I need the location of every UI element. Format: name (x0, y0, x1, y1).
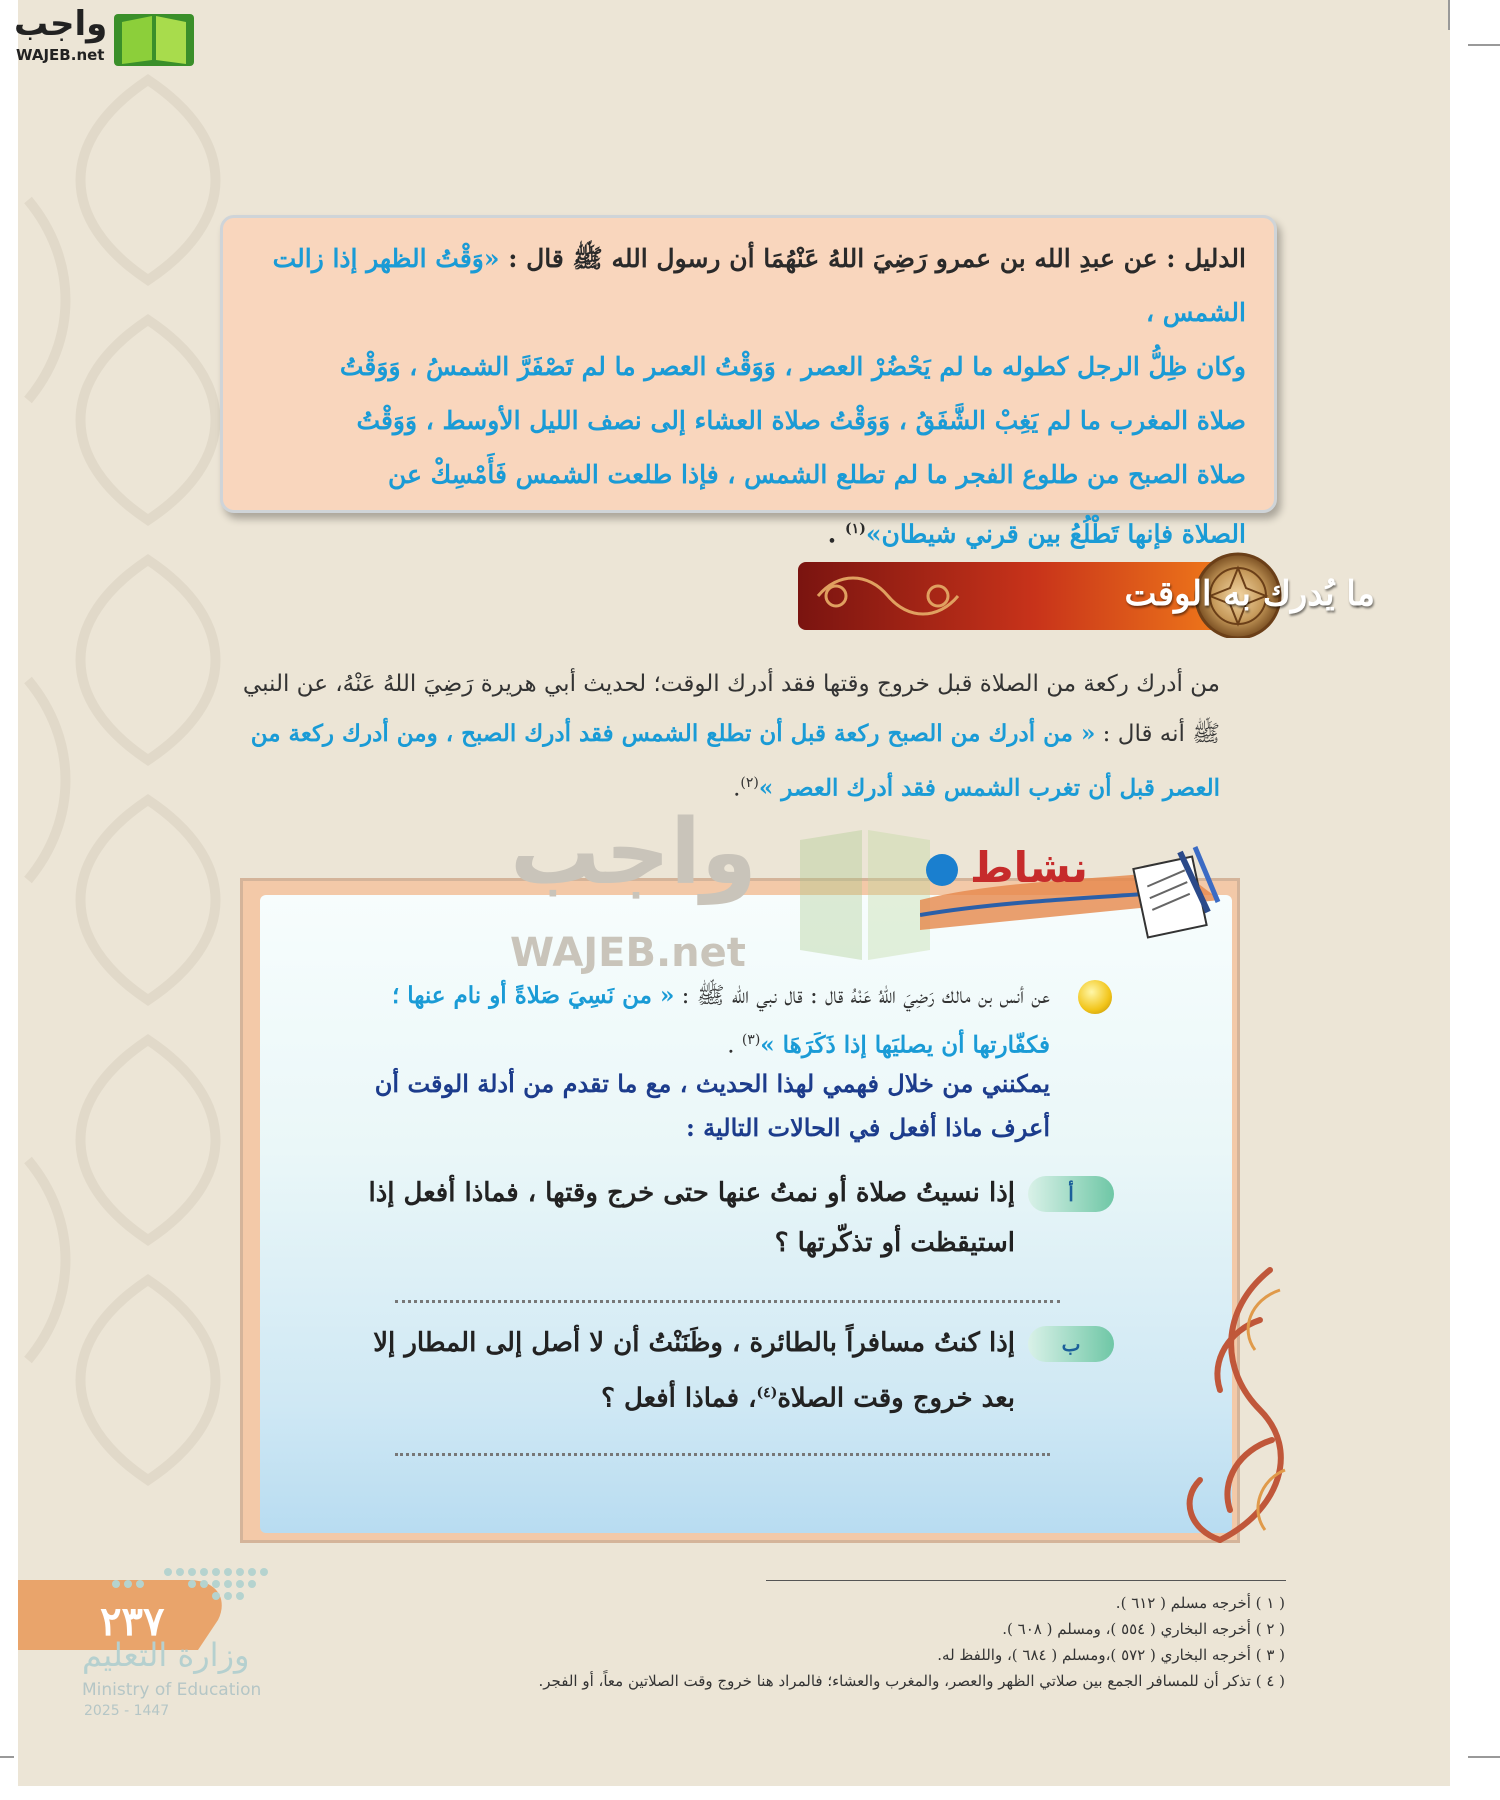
footnote-item: ( ٤ ) تذكر أن للمسافر الجمع بين صلاتي الظهر والعصر، والمغرب والعشاء؛ فالمراد هنا خروج وقت الصلاتين معاً، أو الفجر. (538, 1672, 1285, 1690)
footnote-divider (766, 1580, 1286, 1581)
question-label: ب (1028, 1326, 1114, 1362)
ministry-english: Ministry of Education (82, 1680, 262, 1700)
answer-line[interactable] (395, 1453, 1050, 1456)
section-paragraph (210, 660, 1220, 814)
answer-line[interactable] (395, 1300, 1060, 1303)
punctuation: . (727, 1032, 742, 1059)
hadith-text: صلاة المغرب ما لم يَغِبْ الشَّفَقُ ، وَوَقْتُ صلاة العشاء إلى نصف الليل الأوسط ، وَوَقْتُ (356, 406, 1246, 435)
question-b (360, 1318, 1015, 1424)
ministry-arabic: وزارة التعليم (82, 1636, 250, 1674)
evidence-intro: الدليل : عن عبدِ الله بن عمرو رَضِيَ اللهُ عَنْهُمَا أن رسول الله ﷺ قال : (499, 244, 1246, 273)
watermark-arabic: واجب (510, 800, 757, 905)
section-title: ما يُدرك به الوقت (1124, 574, 1375, 614)
activity-hadith (345, 974, 1050, 1068)
punctuation: . (733, 775, 741, 802)
bullet-icon (1078, 980, 1112, 1014)
question-label: أ (1028, 1176, 1114, 1212)
activity-title: نشاط (970, 843, 1088, 892)
footnotes (300, 1590, 1285, 1694)
hadith-text: صلاة الصبح من طلوع الفجر ما لم تطلع الشمس ، فإذا طلعت الشمس فَأَمْسِكْ عن (387, 460, 1246, 489)
footnote-item: ( ٣ ) أخرجه البخاري ( ٥٧٢ )،ومسلم ( ٦٨٤ )، واللفظ له. (937, 1646, 1285, 1664)
footnote-ref[interactable]: (٤) (756, 1385, 778, 1401)
hadith-text: الصلاة فإنها تَطْلُعُ بين قرني شيطان» (865, 519, 1246, 549)
logo-arabic: واجب (14, 4, 108, 44)
crop-mark (1468, 1756, 1500, 1758)
hadith-text: «وَقْتُ الظهر إذا زالت الشمس ، (272, 244, 1246, 327)
hadith-text: « من نَسِيَ صَلاةً أو نام عنها ؛ فكفّارتها أن يصليَها إذا ذَكَرَهَا » (391, 982, 1050, 1059)
logo-latin: WAJEB.net (16, 46, 105, 64)
paragraph-intro: من أدرك ركعة من الصلاة قبل خروج وقتها فقد أدرك الوقت؛ لحديث أبي هريرة رَضِيَ اللهُ عَنْهُ، عن النبي ﷺ أنه قال : (242, 671, 1220, 747)
evidence-line (243, 232, 1246, 340)
footnote-ref[interactable]: (٣) (741, 1032, 761, 1048)
punctuation: . (827, 519, 846, 549)
watermark-latin: WAJEB.net (510, 930, 746, 976)
crop-mark (0, 1756, 14, 1758)
ministry-year: 2025 - 1447 (84, 1703, 170, 1719)
crop-mark (1468, 44, 1500, 46)
evidence-box (220, 215, 1277, 549)
question-a: إذا نسيتُ صلاة أو نمتُ عنها حتى خرج وقتها ، فماذا أفعل إذا استيقظت أو تذكّرتها ؟ (368, 1178, 1015, 1258)
footnote-ref[interactable]: (١) (845, 521, 866, 537)
book-icon (114, 8, 194, 66)
hadith-text: « من أدرك من الصبح ركعة قبل أن تطلع الشمس فقد أدرك الصبح ، ومن أدرك ركعة من العصر قبل أن تغرب الشمس فقد أدرك العصر » (250, 720, 1220, 802)
floral-ornament (1160, 1250, 1300, 1560)
wajeb-logo[interactable] (6, 4, 190, 66)
footnote-item: ( ٢ ) أخرجه البخاري ( ٥٥٤ )، ومسلم ( ٦٠٨ ). (1002, 1620, 1285, 1638)
hadith-text: وكان ظِلُّ الرجل كطوله ما لم يَحْضُرْ العصر ، وَوَقْتُ العصر ما لم تَصْفَرَّ الشمسُ ، وَوَقْتُ (339, 352, 1246, 381)
watermark-book-icon (790, 820, 940, 970)
footnote-ref[interactable]: (٢) (740, 775, 759, 791)
narration-text: عن أنس بن مالك رَضِيَ اللهُ عَنْهُ قال : قال نبي الله ﷺ : (674, 983, 1050, 1009)
question-b-end: ، فماذا أفعل ؟ (601, 1383, 757, 1414)
page-number: ٢٣٧ (100, 1598, 165, 1645)
footnote-item: ( ١ ) أخرجه مسلم ( ٦١٢ ). (1115, 1594, 1285, 1612)
question-b-text: إذا كنتُ مسافراً بالطائرة ، وظَنَنْتُ أن لا أصل إلى المطار إلا بعد خروج وقت الصلاة (373, 1328, 1015, 1414)
crop-mark (1448, 0, 1450, 30)
activity-task: يمكنني من خلال فهمي لهذا الحديث ، مع ما تقدم من أدلة الوقت أن أعرف ماذا أفعل في الحالات التالية : (374, 1069, 1050, 1142)
